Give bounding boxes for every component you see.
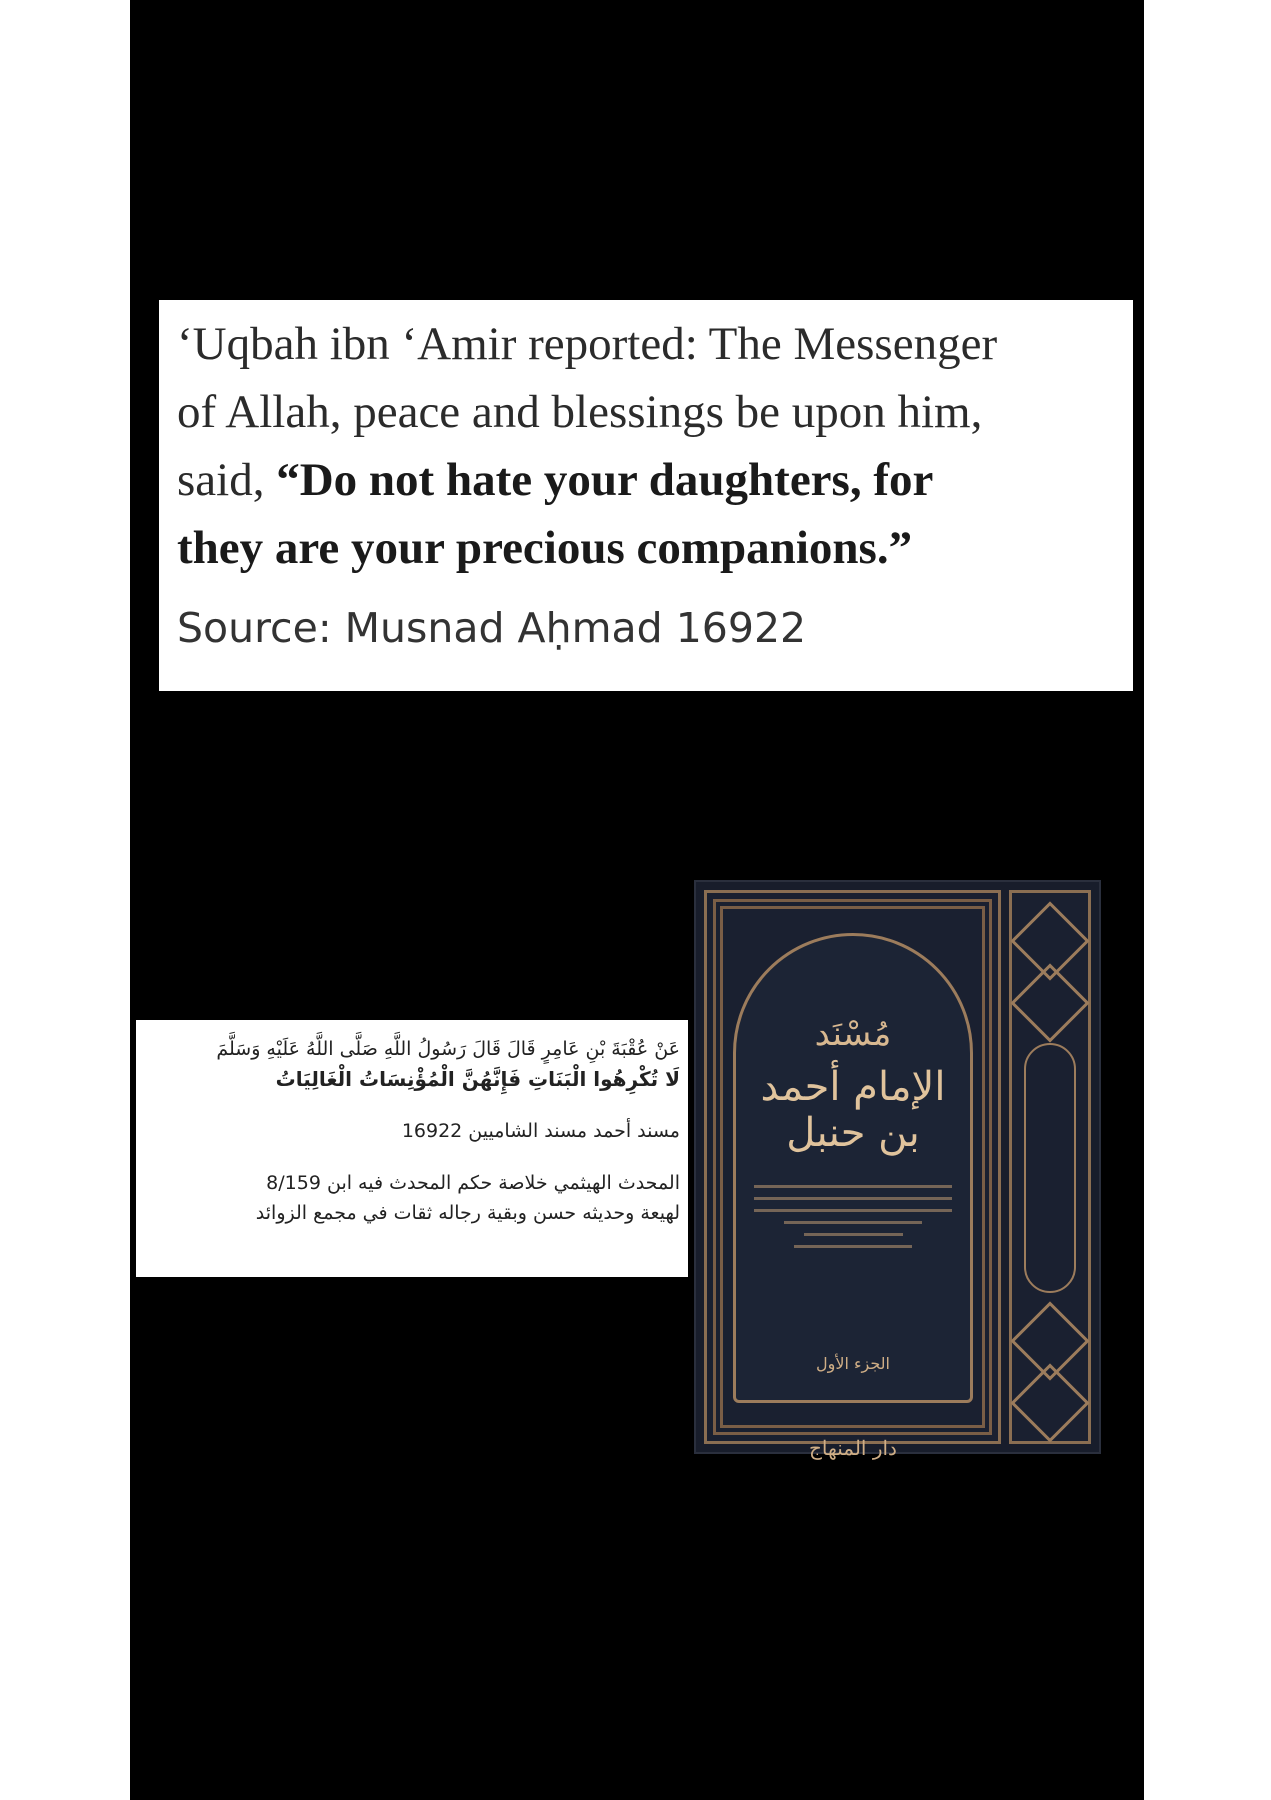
quote-line-1: ‘Uqbah ibn ‘Amir reported: The Messenger	[177, 318, 998, 370]
arabic-hadith-card	[136, 1020, 688, 1277]
cover-small-text	[754, 1176, 952, 1257]
book-title-main: الإمام أحمد بن حنبل	[760, 1064, 946, 1156]
book-front-cover	[704, 890, 1001, 1460]
quote-line-3-plain: said,	[177, 454, 277, 506]
book-cover-image	[696, 882, 1099, 1460]
cover-text-line	[754, 1185, 952, 1188]
quote-line-4	[177, 514, 1119, 582]
cover-arch-frame	[733, 933, 973, 1460]
arabic-line-3: مسند أحمد مسند الشاميين 16922	[401, 1120, 680, 1142]
quote-line-2: of Allah, peace and blessings be upon him,	[177, 386, 983, 438]
english-quote-card	[159, 300, 1133, 691]
cover-text-line	[804, 1233, 903, 1236]
spine-title-box	[1024, 1043, 1076, 1293]
cover-text-line	[794, 1245, 913, 1248]
cover-text-line	[784, 1221, 923, 1224]
quote-line-3	[177, 446, 1119, 514]
book-publisher: دار المنهاج	[809, 1436, 897, 1460]
arabic-gap-2	[144, 1146, 680, 1168]
quote-line-3-bold: “Do not hate your daughters, for	[276, 454, 934, 506]
quote-line-4-bold: they are your precious companions.”	[177, 522, 913, 574]
arabic-line-2: لَا تُكْرِهُوا الْبَنَاتِ فَإِنَّهُنَّ الْمُؤْنِسَاتُ الْغَالِيَاتُ	[275, 1067, 680, 1091]
arabic-line-1: عَنْ عُقْبَةَ بْنِ عَامِرٍ قَالَ قَالَ رَسُولُ اللَّهِ صَلَّى اللَّهُ عَلَيْهِ وَسَلَّمَ	[216, 1038, 680, 1060]
spine-ornament-icon	[1010, 1363, 1089, 1442]
book-title-small: مُسْنَد	[814, 1014, 892, 1054]
spine-ornament-icon	[1010, 963, 1089, 1042]
cover-text-line	[754, 1209, 952, 1212]
cover-text-line	[754, 1197, 952, 1200]
arabic-gap	[144, 1094, 680, 1116]
book-spine	[1009, 890, 1091, 1444]
arabic-line-4: المحدث الهيثمي خلاصة حكم المحدث فيه ابن 8/159	[266, 1172, 680, 1194]
book-volume-label: الجزء الأول	[815, 1354, 890, 1373]
arabic-line-5: لهيعة وحديثه حسن وبقية رجاله ثقات في مجمع الزوائد	[255, 1202, 680, 1224]
quote-source: Source: Musnad Aḥmad 16922	[177, 604, 807, 652]
